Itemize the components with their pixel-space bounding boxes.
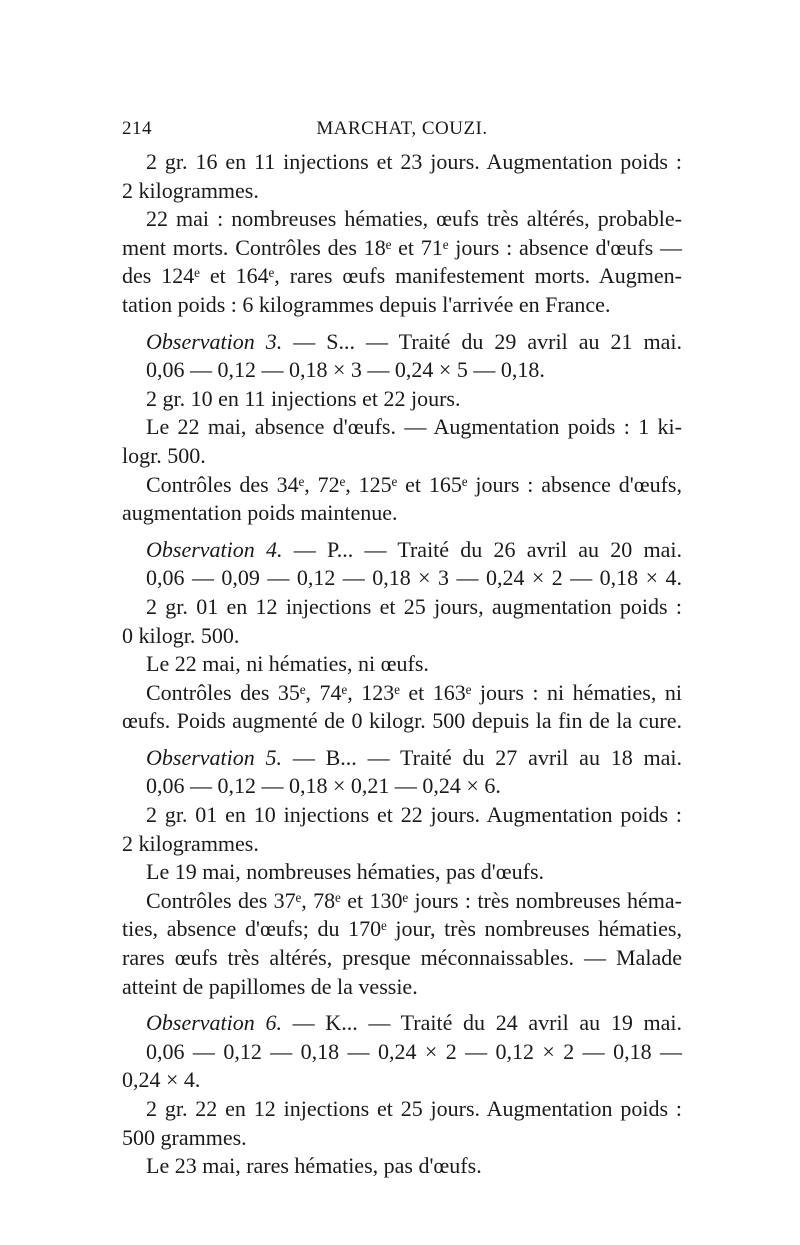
text-line: ment morts. Contrôles des 18ᵉ et 71ᵉ jours : absence d'œufs — bbox=[122, 234, 682, 260]
observation-title bbox=[122, 744, 682, 773]
observation-label: Observation 5. bbox=[146, 744, 283, 770]
text-line: 2 kilogrammes. bbox=[122, 177, 259, 203]
observation-section bbox=[122, 536, 682, 736]
observation-title bbox=[122, 536, 682, 565]
text-line: 500 grammes. bbox=[122, 1124, 247, 1150]
observation-title-rest: — K... — Traité du 24 avril au 19 mai. bbox=[281, 1010, 683, 1036]
text-line: 2 gr. 01 en 10 injections et 22 jours. Augmentation poids : bbox=[146, 802, 682, 828]
book-page bbox=[122, 118, 682, 1181]
observation-label: Observation 4. bbox=[146, 536, 283, 562]
text-line: 0,24 × 4. bbox=[122, 1067, 201, 1093]
observation-title bbox=[122, 1009, 682, 1038]
text-line: œufs. Poids augmenté de 0 kilogr. 500 depuis la fin de la cure. bbox=[122, 708, 682, 734]
text-line: logr. 500. bbox=[122, 442, 206, 468]
text-line: rares œufs très altérés, presque méconnaissables. — Malade bbox=[122, 945, 682, 971]
text-line: 0,06 — 0,12 — 0,18 — 0,24 × 2 — 0,12 × 2 — 0,18 — bbox=[146, 1038, 682, 1064]
observation-label: Observation 3. bbox=[146, 328, 283, 354]
text-line: Le 22 mai, ni hématies, ni œufs. bbox=[146, 651, 429, 677]
text-line: 22 mai : nombreuses hématies, œufs très altérés, probable- bbox=[146, 206, 682, 232]
text-line: 2 gr. 10 en 11 injections et 22 jours. bbox=[146, 385, 461, 411]
text-line: Le 23 mai, rares hématies, pas d'œufs. bbox=[146, 1153, 482, 1179]
paragraph bbox=[122, 205, 682, 319]
text-line: Le 22 mai, absence d'œufs. — Augmentation poids : 1 ki- bbox=[146, 414, 682, 440]
observation-title-rest: — S... — Traité du 29 avril au 21 mai. bbox=[282, 328, 683, 354]
text-line: Contrôles des 37ᵉ, 78ᵉ et 130ᵉ jours : très nombreuses héma- bbox=[146, 887, 682, 913]
text-line: 2 gr. 16 en 11 injections et 23 jours. Augmentation poids : bbox=[146, 149, 682, 174]
text-line: tation poids : 6 kilogrammes depuis l'arrivée en France. bbox=[122, 291, 611, 317]
observation-title-rest: — B... — Traité du 27 avril au 18 mai. bbox=[282, 744, 683, 770]
text-line: 0,06 — 0,09 — 0,12 — 0,18 × 3 — 0,24 × 2 — 0,18 × 4. bbox=[146, 565, 682, 591]
text-line: des 124ᵉ et 164ᵉ, rares œufs manifestement morts. Augmen- bbox=[122, 263, 682, 289]
text-line: 0,06 — 0,12 — 0,18 × 0,21 — 0,24 × 6. bbox=[146, 773, 501, 799]
text-line: Contrôles des 35ᵉ, 74ᵉ, 123ᵉ et 163ᵉ jours : ni hématies, ni bbox=[146, 679, 682, 705]
text-line: 2 gr. 22 en 12 injections et 25 jours. Augmentation poids : bbox=[146, 1096, 682, 1121]
text-line: ties, absence d'œufs; du 170ᵉ jour, très nombreuses hématies, bbox=[122, 916, 682, 942]
observation-label: Observation 6. bbox=[146, 1010, 282, 1036]
text-line: 0 kilogr. 500. bbox=[122, 622, 240, 648]
text-line: 2 kilogrammes. bbox=[122, 830, 259, 856]
observation-section bbox=[122, 328, 682, 528]
observation-section bbox=[122, 1009, 682, 1181]
observation-section bbox=[122, 744, 682, 1001]
observation-title-rest: — P... — Traité du 26 avril au 20 mai. bbox=[282, 536, 683, 562]
paragraph bbox=[122, 148, 682, 205]
text-line: Contrôles des 34ᵉ, 72ᵉ, 125ᵉ et 165ᵉ jours : absence d'œufs, bbox=[146, 471, 682, 497]
page-number: 214 bbox=[122, 118, 152, 139]
text-line: 2 gr. 01 en 12 injections et 25 jours, augmentation poids : bbox=[146, 593, 682, 619]
text-line: Le 19 mai, nombreuses hématies, pas d'œufs. bbox=[146, 859, 545, 885]
running-title: MARCHAT, COUZI. bbox=[316, 118, 488, 139]
text-line: augmentation poids maintenue. bbox=[122, 500, 398, 526]
text-line: 0,06 — 0,12 — 0,18 × 3 — 0,24 × 5 — 0,18. bbox=[146, 357, 545, 383]
page-header bbox=[122, 118, 682, 148]
observation-title bbox=[122, 328, 682, 357]
text-line: atteint de papillomes de la vessie. bbox=[122, 973, 418, 999]
